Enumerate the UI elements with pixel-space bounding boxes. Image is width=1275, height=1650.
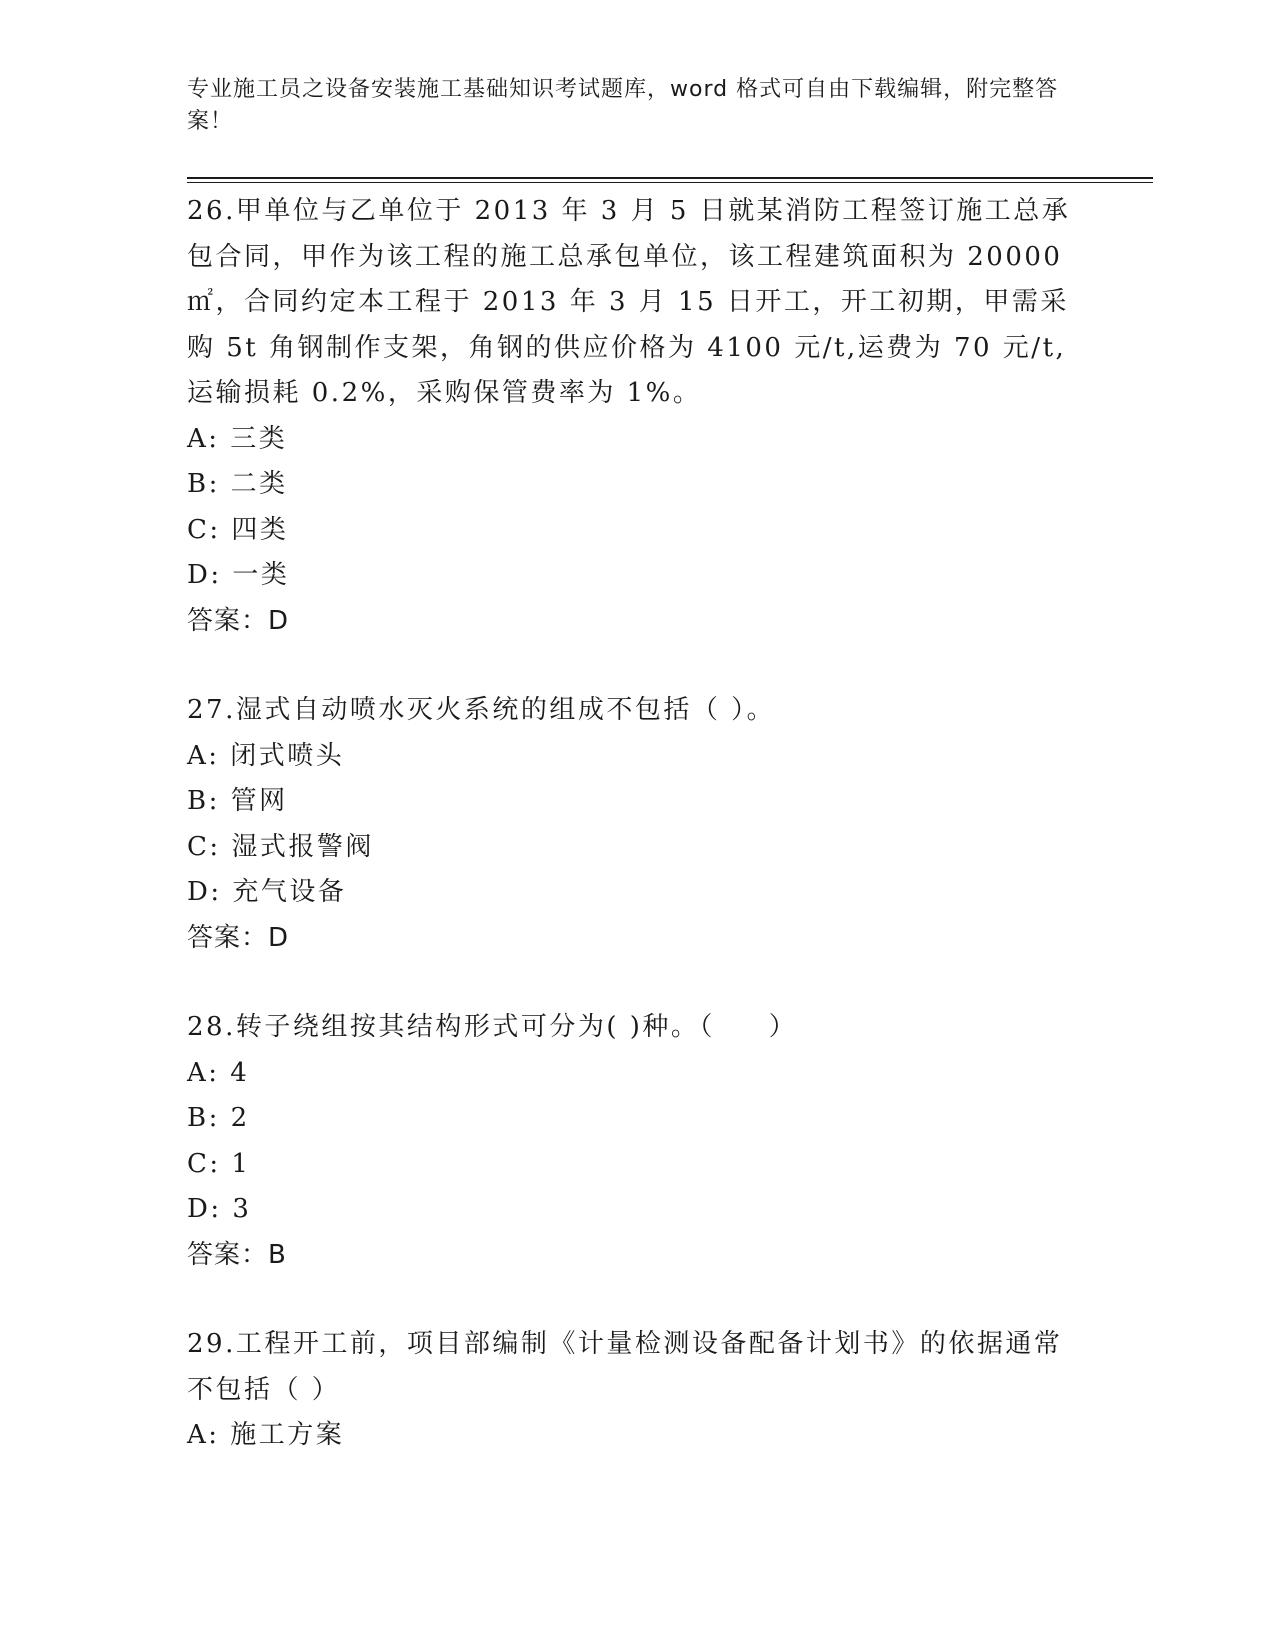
question-stem: 27.湿式自动喷水灭火系统的组成不包括（ ）。	[187, 695, 776, 725]
question-list	[187, 189, 1087, 1503]
option-a: A: 4	[187, 1057, 250, 1088]
question-stem: 26.甲单位与乙单位于 2013 年 3 月 5 日就某消防工程签订施工总承包合同，甲作为该工程的施工总承包单位，该工程建筑面积为 20000㎡，合同约定本工程于 2013 年 3 月 15 日开工，开工初期，甲需采购 5t 角钢制作支架，角钢的供应价格为 4100 元/t,运费为 70 元/t,运输损耗 0.2%，采购保管费率为 1%。	[187, 196, 1071, 408]
option-a: A: 三类	[187, 423, 288, 454]
option-a: A: 施工方案	[187, 1420, 345, 1450]
answer: 答案：D	[187, 922, 290, 953]
question-27	[187, 688, 1087, 961]
question-stem: 29.工程开工前，项目部编制《计量检测设备配备计划书》的依据通常不包括（ ）	[187, 1329, 1063, 1405]
option-b: B: 二类	[187, 469, 288, 499]
question-stem: 28.转子绕组按其结构形式可分为( )种。（ ）	[187, 1012, 798, 1042]
option-b: B: 2	[187, 1103, 250, 1133]
option-a: A: 闭式喷头	[187, 740, 345, 771]
option-b: B: 管网	[187, 786, 288, 816]
header-divider-thick	[187, 177, 1153, 179]
question-28	[187, 1005, 1087, 1278]
answer: 答案：B	[187, 1239, 287, 1270]
option-c: C: 湿式报警阀	[187, 831, 374, 862]
question-26	[187, 189, 1087, 644]
header-divider-thin	[187, 182, 1153, 183]
option-d: D: 充气设备	[187, 877, 347, 907]
answer: 答案：D	[187, 605, 290, 636]
option-d: D: 一类	[187, 560, 290, 590]
question-29	[187, 1322, 1087, 1459]
option-c: C: 1	[187, 1148, 251, 1179]
option-c: C: 四类	[187, 514, 289, 545]
document-header: 专业施工员之设备安装施工基础知识考试题库，word 格式可自由下载编辑，附完整答案！	[187, 77, 1059, 134]
option-d: D: 3	[187, 1194, 252, 1224]
